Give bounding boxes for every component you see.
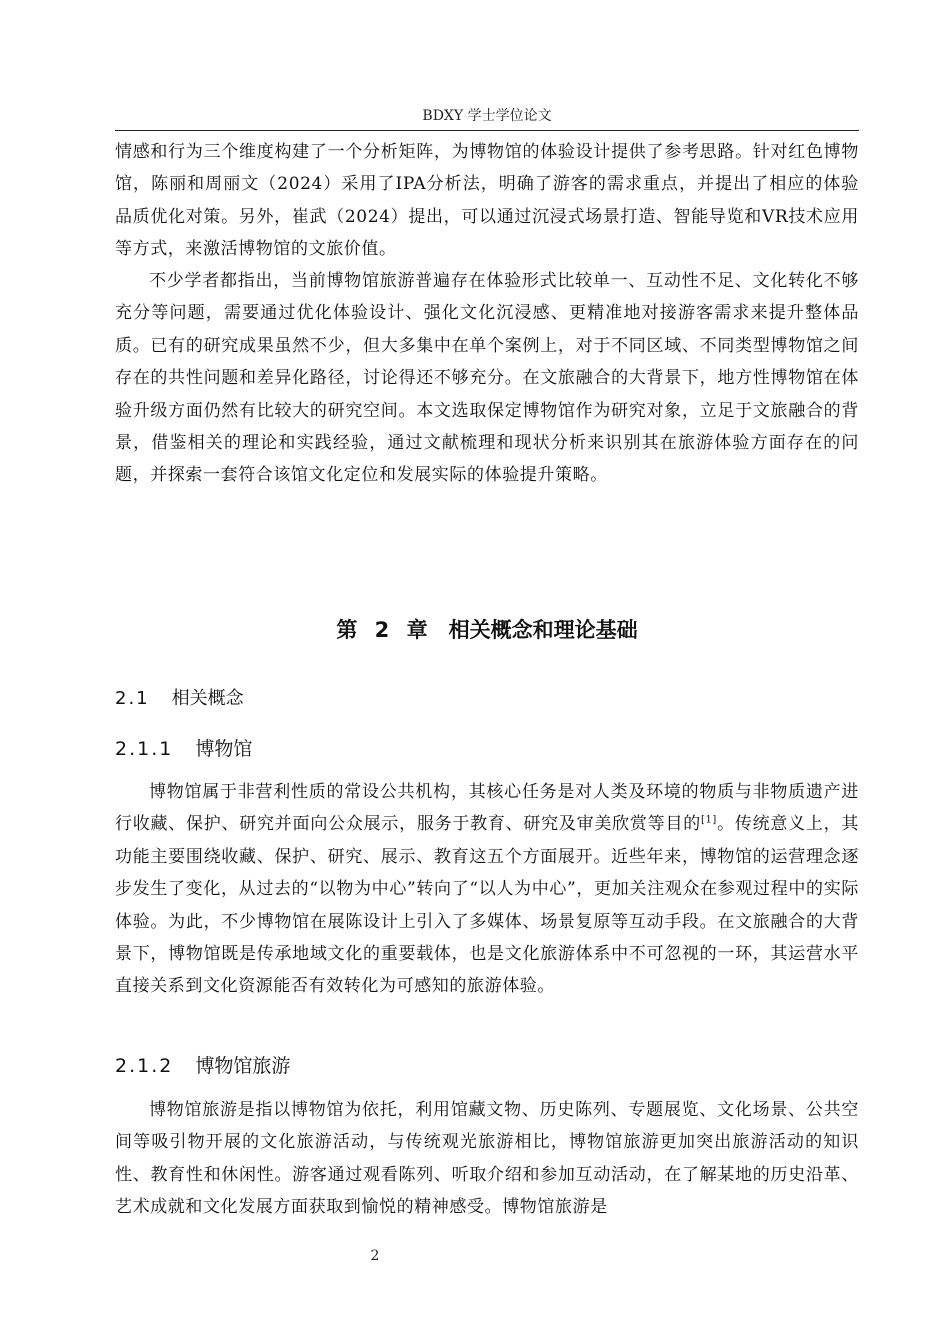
chapter-title: 第 2 章 相关概念和理论基础 — [336, 618, 638, 642]
paragraph-literature-continued: 情感和行为三个维度构建了一个分析矩阵，为博物馆的体验设计提供了参考思路。针对红色博物馆，陈丽和周丽文（2024）采用了IPA分析法，明确了游客的需求重点，并提出了相应的体验品质优化对策。另外，崔武（2024）提出，可以通过沉浸式场景打造、智能导览和VR技术应用等方式，来激活博物馆的文旅价值。 — [115, 142, 859, 260]
section-heading-2-1-1 — [115, 734, 252, 764]
section-title: 博物馆旅游 — [195, 1055, 291, 1077]
paragraph-museum-tourism: 博物馆旅游是指以博物馆为依托，利用馆藏文物、历史陈列、专题展览、文化场景、公共空间等吸引物开展的文化旅游活动，与传统观光旅游相比，博物馆旅游更加突出旅游活动的知识性、教育性和休闲性。游客通过观看陈列、听取介绍和参加互动活动，在了解某地的历史沿革、艺术成就和文化发展方面获取到愉悦的精神感受。博物馆旅游是 — [115, 1100, 859, 1218]
section-number: 2.1 — [115, 688, 150, 709]
running-header: BDXY 学士学位论文 — [422, 108, 552, 124]
section-heading-2-1-2 — [115, 1051, 290, 1081]
header-rule — [115, 130, 859, 131]
paragraph-museum-definition — [115, 776, 859, 1003]
paragraph-text: 博物馆属于非营利性质的常设公共机构，其核心任务是对人类及环境的物质与非物质遗产进行收藏、保护、研究并面向公众展示，服务于教育、研究及审美欣赏等目的 — [115, 782, 859, 835]
page-number: 2 — [370, 1248, 380, 1264]
citation-ref[interactable]: [1] — [700, 814, 717, 826]
section-heading-2-1 — [115, 684, 244, 714]
paragraph-research-gap: 不少学者都指出，当前博物馆旅游普遍存在体验形式比较单一、互动性不足、文化转化不够充分等问题，需要通过优化体验设计、强化文化沉浸感、更精准地对接游客需求来提升整体品质。已有的研究成果虽然不少，但大多集中在单个案例上，对于不同区域、不同类型博物馆之间存在的共性问题和差异化路径，讨论得还不够充分。在文旅融合的大背景下，地方性博物馆在体验升级方面仍然有比较大的研究空间。本文选取保定博物馆作为研究对象，立足于文旅融合的背景，借鉴相关的理论和实践经验，通过文献梳理和现状分析来识别其在旅游体验方面存在的问题，并探索一套符合该馆文化定位和发展实际的体验提升策略。 — [115, 271, 859, 486]
section-number: 2.1.2 — [115, 1055, 174, 1077]
section-title: 博物馆 — [195, 738, 253, 760]
section-title: 相关概念 — [171, 688, 244, 709]
section-number: 2.1.1 — [115, 738, 174, 760]
paragraph-text: 。传统意义上，其功能主要围绕收藏、保护、研究、展示、教育这五个方面展开。近些年来，博物馆的运营理念逐步发生了变化，从过去的“以物为中心”转向了“以人为中心”，更加关注观众在参观过程中的实际体验。为此，不少博物馆在展陈设计上引入了多媒体、场景复原等互动手段。在文旅融合的大背景下，博物馆既是传承地域文化的重要载体，也是文化旅游体系中不可忽视的一环，其运营水平直接关系到文化资源能否有效转化为可感知的旅游体验。 — [115, 814, 859, 997]
